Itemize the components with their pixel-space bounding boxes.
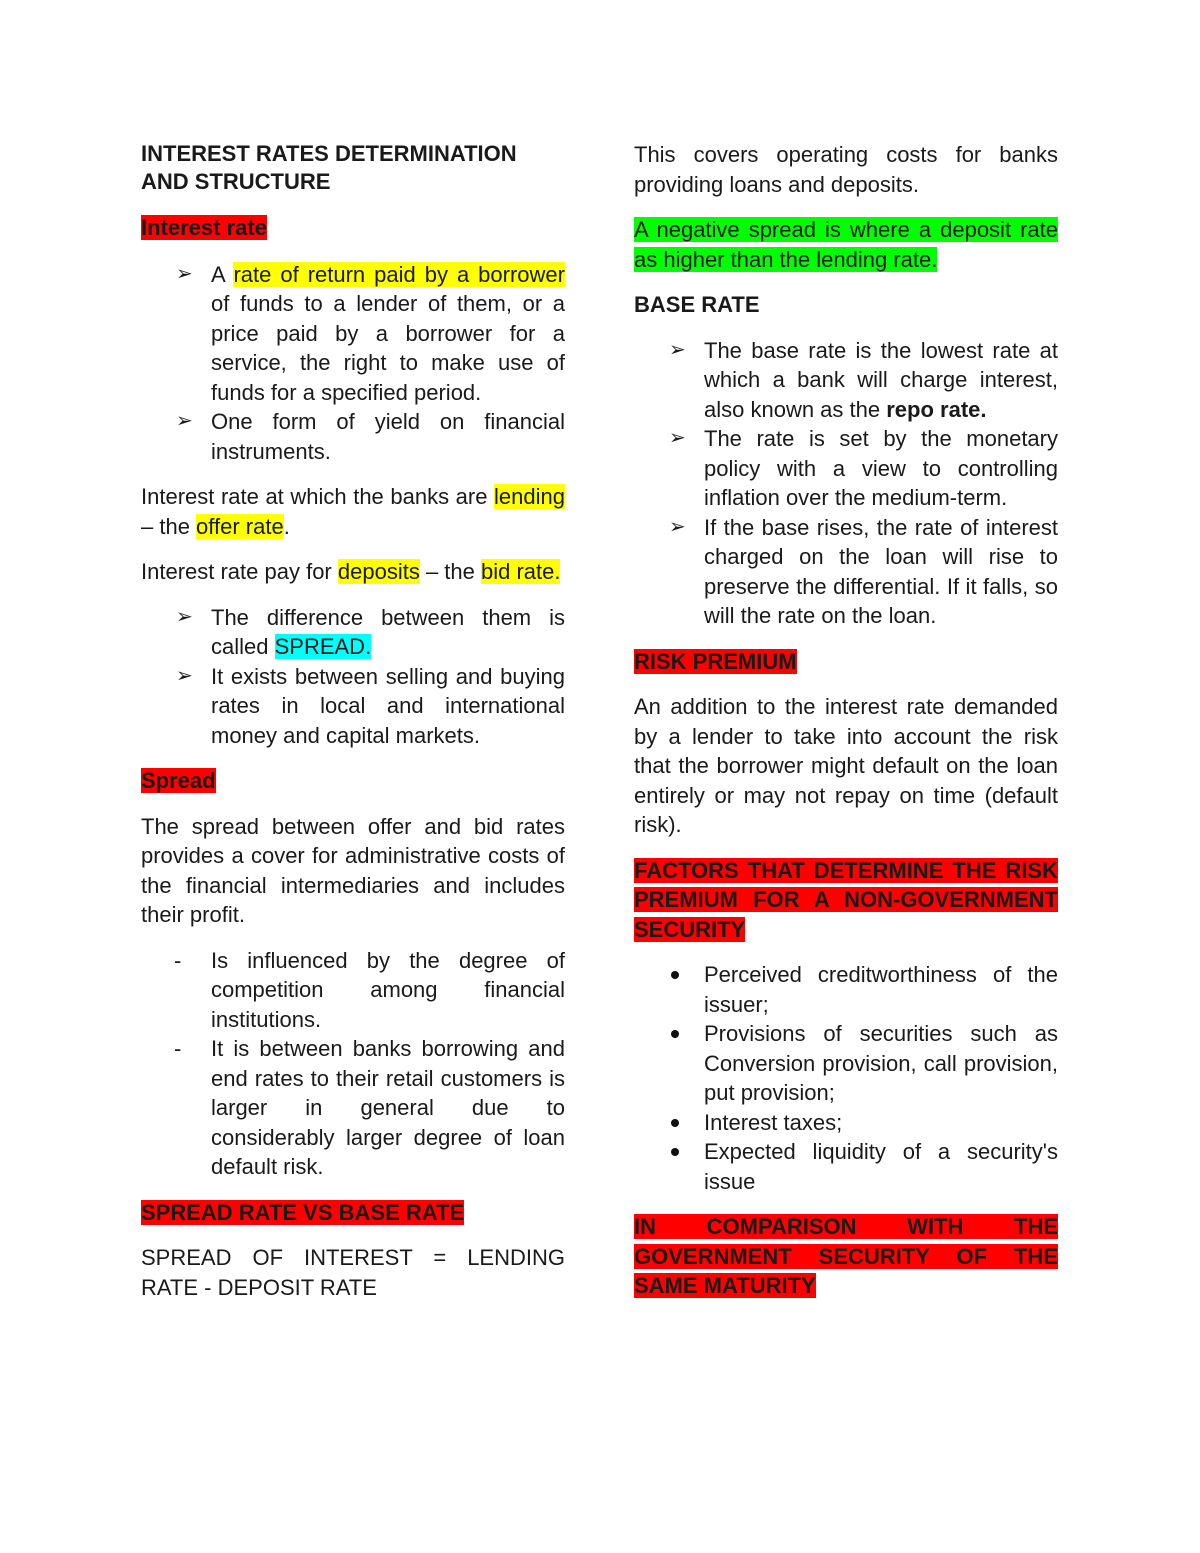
document-title: INTEREST RATES DETERMINATION AND STRUCTURE (141, 141, 517, 194)
spread-formula: SPREAD OF INTEREST = LENDING RATE - DEPOSIT RATE (141, 1245, 565, 1300)
factors-list (634, 960, 1058, 1196)
dash-bullet-icon: - (174, 947, 182, 973)
comparison-heading: IN COMPARISON WITH THE GOVERNMENT SECURITY OF THE SAME MATURITY (634, 1214, 1058, 1298)
list-item: ➢ The base rate is the lowest rate at which a bank will charge interest, also known as the repo rate. (669, 337, 1058, 422)
lending-rate-paragraph: Interest rate at which the banks are lending – the offer rate. (141, 484, 565, 539)
negative-spread-paragraph: A negative spread is where a deposit rate as higher than the lending rate. (634, 217, 1058, 272)
list-item: Provisions of securities such as Conversion provision, call provision, put provision; (634, 1019, 1058, 1108)
dot-bullet-icon (671, 1119, 679, 1127)
spread-dash-list (141, 946, 565, 1182)
left-column (141, 140, 565, 1302)
spread-heading: Spread (141, 768, 216, 793)
list-item: ➢ A rate of return paid by a borrower of funds to a lender of them, or a price paid by a borrower for a service, the right to make use of funds for a specified period. (176, 261, 565, 405)
risk-premium-heading: RISK PREMIUM (634, 648, 797, 674)
risk-premium-paragraph: An addition to the interest rate demanded by a lender to take into account the risk that the borrower might default on the loan entirely or may not repay on time (default risk). (634, 694, 1058, 837)
arrow-bullet-icon: ➢ (669, 338, 686, 361)
list-item: ➢ One form of yield on financial instruments. (176, 409, 565, 464)
dot-bullet-icon (671, 971, 679, 979)
dot-bullet-icon (671, 1148, 679, 1156)
list-item: Perceived creditworthiness of the issuer; (634, 960, 1058, 1019)
interest-rate-bullets (141, 260, 565, 467)
deposit-rate-paragraph: Interest rate pay for deposits – the bid rate. (141, 559, 561, 584)
arrow-bullet-icon: ➢ (176, 605, 193, 628)
base-rate-bullets (634, 336, 1058, 631)
arrow-bullet-icon: ➢ (669, 427, 686, 449)
arrow-bullet-icon: ➢ (176, 410, 193, 432)
spread-vs-base-heading: SPREAD RATE VS BASE RATE (141, 1199, 465, 1225)
spread-paragraph: The spread between offer and bid rates provides a cover for administrative costs of the financial intermediaries and includes their profit. (141, 813, 565, 927)
arrow-bullet-icon: ➢ (176, 262, 193, 285)
spread-bullets (141, 603, 565, 751)
list-item: - It is between banks borrowing and end rates to their retail customers is larger in general due to considerably larger degree of loan default risk. (174, 1036, 565, 1179)
list-item: ➢ If the base rises, the rate of interest charged on the loan will rise to preserve the differential. If it falls, so will the rate on the loan. (669, 514, 1058, 628)
interest-rate-heading: Interest rate (141, 215, 267, 240)
base-rate-heading: BASE RATE (634, 292, 760, 317)
list-item: - Is influenced by the degree of competition among financial institutions. (174, 947, 565, 1032)
covers-paragraph: This covers operating costs for banks providing loans and deposits. (634, 142, 1058, 197)
list-item: Interest taxes; (634, 1108, 1058, 1138)
dash-bullet-icon: - (174, 1036, 182, 1061)
factors-heading: FACTORS THAT DETERMINE THE RISK PREMIUM FOR A NON-GOVERNMENT SECURITY (634, 857, 1058, 942)
arrow-bullet-icon: ➢ (176, 664, 193, 687)
arrow-bullet-icon: ➢ (669, 515, 686, 538)
list-item: ➢ It exists between selling and buying rates in local and international money and capital markets. (176, 663, 565, 748)
list-item: ➢ The rate is set by the monetary policy with a view to controlling inflation over the medium-term. (669, 426, 1058, 510)
list-item: Expected liquidity of a security's issue (634, 1137, 1058, 1196)
dot-bullet-icon (671, 1030, 679, 1038)
list-item: ➢ The difference between them is called SPREAD. (176, 604, 565, 659)
right-column (634, 140, 1058, 1301)
